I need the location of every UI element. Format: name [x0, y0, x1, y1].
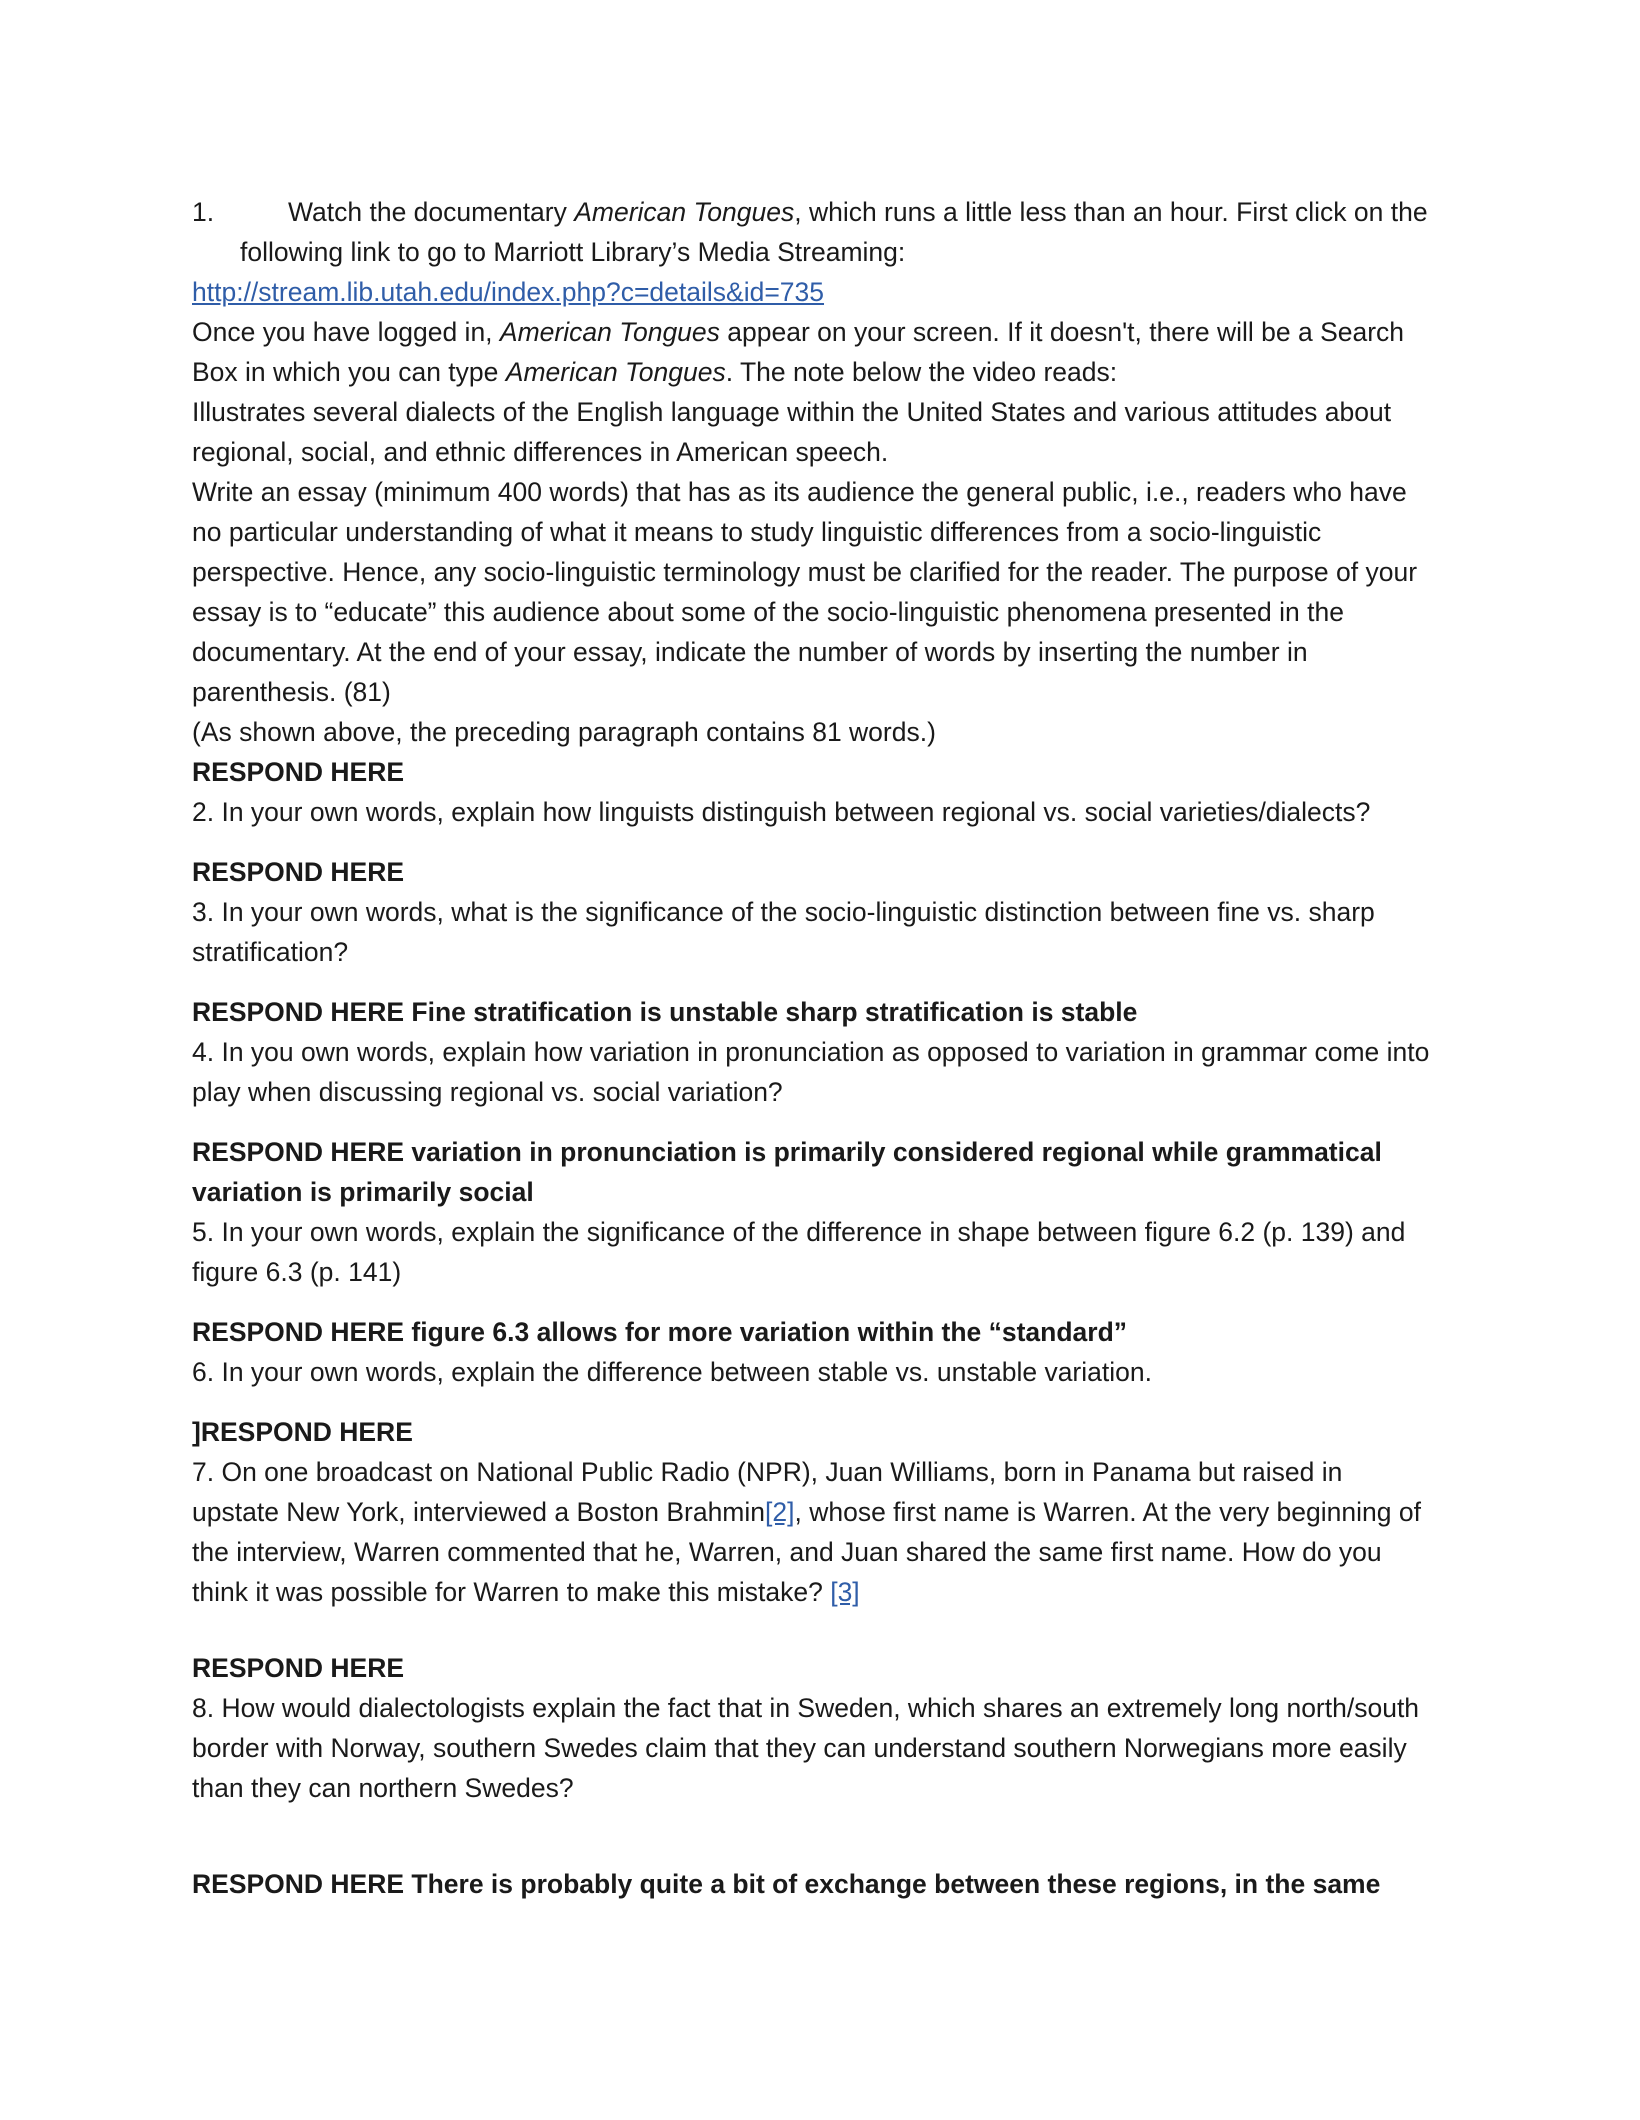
- q1-login-b: appear on your screen. If it doesn't, there will be a Search: [719, 317, 1405, 347]
- q1-box-line: [192, 352, 1452, 392]
- q1-title: American Tongues: [574, 197, 795, 227]
- q8-question-line: than they can northern Swedes?: [192, 1773, 574, 1803]
- q4-question-line: play when discussing regional vs. social variation?: [192, 1077, 783, 1107]
- media-streaming-link[interactable]: http://stream.lib.utah.edu/index.php?c=details&id=735: [192, 277, 825, 307]
- q7-line4-a: think it was possible for Warren to make this mistake?: [192, 1577, 831, 1607]
- q7-question-line4: [192, 1572, 1452, 1612]
- q7-question-line1: 7. On one broadcast on National Public Radio (NPR), Juan Williams, born in Panama but raised in: [192, 1457, 1343, 1487]
- q3-respond-here[interactable]: RESPOND HERE Fine stratification is unstable sharp stratification is stable: [192, 997, 1138, 1027]
- q1-login-line: [192, 312, 1452, 352]
- footnote-2-link[interactable]: [2]: [765, 1497, 795, 1527]
- q7-line2-b: , whose first name is Warren. At the very beginning of: [794, 1497, 1421, 1527]
- q1-essay-line: perspective. Hence, any socio-linguistic terminology must be clarified for the reader. The purpose of your: [192, 557, 1418, 587]
- q1-intro-a: Watch the documentary: [288, 197, 575, 227]
- q7-question-line2: [192, 1492, 1452, 1532]
- q1-box-title: American Tongues: [505, 357, 726, 387]
- q1-essay-line: Write an essay (minimum 400 words) that has as its audience the general public, i.e., readers who have: [192, 477, 1407, 507]
- q1-intro-line2: following link to go to Marriott Library’s Media Streaming:: [240, 237, 906, 267]
- q1-essay-line: essay is to “educate” this audience about some of the socio-linguistic phenomena presented in the: [192, 597, 1344, 627]
- q2-question: 2. In your own words, explain how linguists distinguish between regional vs. social varieties/dialects?: [192, 797, 1371, 827]
- q7-respond-here[interactable]: RESPOND HERE: [192, 1653, 405, 1683]
- q1-url-line: [192, 272, 1452, 312]
- q6-respond-here[interactable]: ]RESPOND HERE: [192, 1417, 413, 1447]
- q1-login-a: Once you have logged in,: [192, 317, 500, 347]
- q3-question-line: stratification?: [192, 937, 349, 967]
- q5-question-line: 5. In your own words, explain the significance of the difference in shape between figure 6.2 (p. 139) and: [192, 1217, 1406, 1247]
- q6-question: 6. In your own words, explain the difference between stable vs. unstable variation.: [192, 1357, 1152, 1387]
- q7-line2-a: upstate New York, interviewed a Boston Brahmin: [192, 1497, 766, 1527]
- q5-respond-here[interactable]: RESPOND HERE figure 6.3 allows for more variation within the “standard”: [192, 1317, 1128, 1347]
- q8-question-line: 8. How would dialectologists explain the fact that in Sweden, which shares an extremely long north/south: [192, 1693, 1420, 1723]
- q1-essay-line: (As shown above, the preceding paragraph contains 81 words.): [192, 717, 936, 747]
- q1-note-line2: regional, social, and ethnic differences in American speech.: [192, 437, 889, 467]
- q1-essay-line: documentary. At the end of your essay, indicate the number of words by inserting the number in: [192, 637, 1308, 667]
- q4-respond-here-cont[interactable]: variation is primarily social: [192, 1177, 534, 1207]
- q1-intro-b: , which runs a little less than an hour. First click on the: [794, 197, 1428, 227]
- q4-respond-here[interactable]: RESPOND HERE variation in pronunciation is primarily considered regional while grammatical: [192, 1137, 1382, 1167]
- q2-respond-here[interactable]: RESPOND HERE: [192, 857, 405, 887]
- q4-question-line: 4. In you own words, explain how variation in pronunciation as opposed to variation in grammar come into: [192, 1037, 1430, 1067]
- footnote-3-link[interactable]: [3]: [830, 1577, 860, 1607]
- q1-respond-here[interactable]: RESPOND HERE: [192, 757, 405, 787]
- q1-login-title: American Tongues: [499, 317, 720, 347]
- document-page: [192, 192, 1452, 1904]
- q1-intro-line1: [192, 192, 1452, 232]
- q1-box-b: . The note below the video reads:: [725, 357, 1118, 387]
- q1-number: 1.: [192, 197, 215, 227]
- q1-essay-line: parenthesis. (81): [192, 677, 391, 707]
- q8-question-line: border with Norway, southern Swedes claim that they can understand southern Norwegians more easily: [192, 1733, 1407, 1763]
- q7-question-line3: the interview, Warren commented that he, Warren, and Juan shared the same first name. How do you: [192, 1537, 1382, 1567]
- q8-respond-here[interactable]: RESPOND HERE There is probably quite a bit of exchange between these regions, in the same: [192, 1869, 1381, 1899]
- q5-question-line: figure 6.3 (p. 141): [192, 1257, 402, 1287]
- q3-question-line: 3. In your own words, what is the significance of the socio-linguistic distinction between fine vs. sharp: [192, 897, 1375, 927]
- q1-essay-line: no particular understanding of what it means to study linguistic differences from a socio-linguistic: [192, 517, 1322, 547]
- q1-box-a: Box in which you can type: [192, 357, 506, 387]
- q1-note-line1: Illustrates several dialects of the English language within the United States and various attitudes about: [192, 397, 1392, 427]
